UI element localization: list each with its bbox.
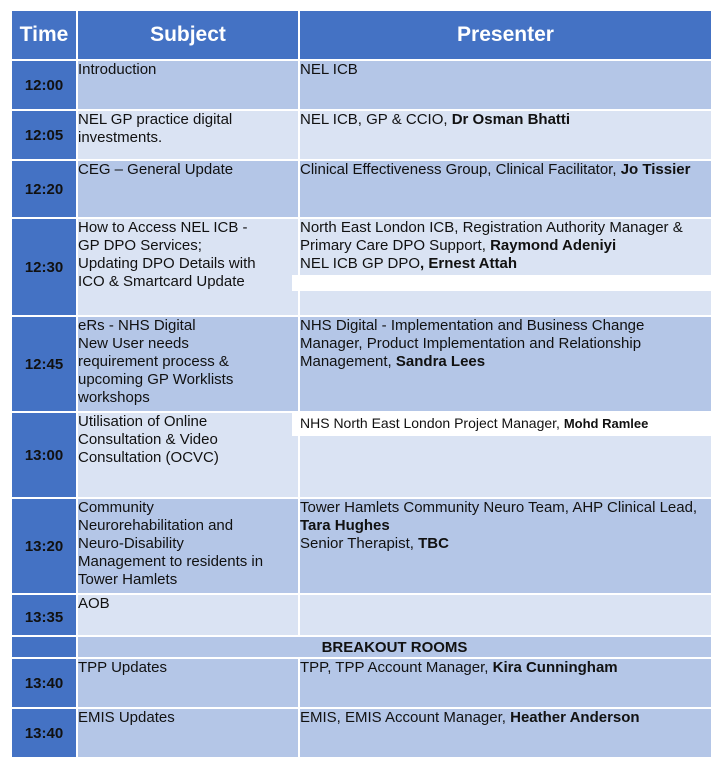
header-presenter: Presenter: [299, 10, 712, 60]
row-presenter: [299, 316, 712, 412]
blank-box: [292, 275, 715, 291]
row-presenter: [299, 60, 712, 110]
presenter-text: Tower Hamlets Community Neuro Team, AHP Clinical Lead,: [300, 499, 698, 516]
agenda-row: [11, 708, 712, 758]
subject-line: Updating DPO Details with: [78, 255, 256, 272]
presenter-text: NEL ICB: [300, 61, 358, 78]
presenter-text: Clinical Effectiveness Group, Clinical Facilitator,: [300, 161, 621, 178]
row-subject: [77, 658, 299, 708]
presenter-name: , Ernest Attah: [420, 255, 518, 272]
breakout-time-cell: [11, 636, 77, 658]
subject-line: upcoming GP Worklists: [78, 371, 234, 388]
row-time: 12:05: [11, 110, 77, 160]
presenter-box: [292, 413, 715, 436]
presenter-text: NEL ICB, GP & CCIO,: [300, 111, 452, 128]
row-time: 12:20: [11, 160, 77, 218]
row-presenter: [299, 218, 712, 316]
presenter-name: TBC: [418, 535, 449, 552]
subject-line: Tower Hamlets: [78, 571, 178, 588]
row-subject: [77, 316, 299, 412]
subject-line: Neuro-Disability: [78, 535, 184, 552]
breakout-row: [11, 636, 712, 658]
row-subject: [77, 498, 299, 594]
subject-line: Management to residents in: [78, 553, 264, 570]
subject-line: ICO & Smartcard Update: [78, 273, 245, 290]
subject-line: Consultation & Video: [78, 431, 218, 448]
subject-line: CEG – General Update: [78, 161, 234, 178]
presenter-text: Senior Therapist,: [300, 535, 419, 552]
presenter-name: Sandra Lees: [395, 353, 486, 370]
subject-line: eRs - NHS Digital: [78, 317, 196, 334]
presenter-name: Mohd Ramlee: [563, 416, 649, 431]
row-time: 12:00: [11, 60, 77, 110]
row-time: 12:30: [11, 218, 77, 316]
row-subject: [77, 110, 299, 160]
agenda-row: [11, 658, 712, 708]
row-presenter: [299, 110, 712, 160]
row-subject: [77, 160, 299, 218]
subject-line: Neurorehabilitation and: [78, 517, 234, 534]
header-time: Time: [11, 10, 77, 60]
agenda-row: [11, 594, 712, 636]
subject-line: AOB: [78, 595, 110, 612]
presenter-text: TPP, TPP Account Manager,: [300, 659, 493, 676]
row-presenter: [299, 160, 712, 218]
row-time: 13:40: [11, 708, 77, 758]
row-time: 13:35: [11, 594, 77, 636]
subject-line: requirement process &: [78, 353, 229, 370]
subject-line: EMIS Updates: [78, 709, 175, 726]
subject-line: Introduction: [78, 61, 157, 78]
agenda-row: [11, 218, 712, 316]
agenda-row: [11, 498, 712, 594]
agenda-row: [11, 160, 712, 218]
presenter-name: Kira Cunningham: [492, 659, 618, 676]
header-row: [11, 10, 712, 60]
agenda-table: [10, 9, 713, 759]
row-time: 13:40: [11, 658, 77, 708]
subject-line: New User needs: [78, 335, 189, 352]
breakout-title: BREAKOUT ROOMS: [77, 636, 712, 658]
subject-line: Utilisation of Online: [78, 413, 208, 430]
row-time: 13:20: [11, 498, 77, 594]
agenda-row: [11, 412, 712, 498]
row-subject: [77, 594, 299, 636]
subject-line: NEL GP practice digital: [78, 111, 233, 128]
subject-line: GP DPO Services;: [78, 237, 202, 254]
agenda-row: [11, 110, 712, 160]
row-subject: [77, 60, 299, 110]
presenter-name: Dr Osman Bhatti: [451, 111, 571, 128]
row-presenter: [299, 498, 712, 594]
presenter-name: Raymond Adeniyi: [490, 237, 617, 254]
presenter-text: EMIS, EMIS Account Manager,: [300, 709, 511, 726]
presenter-name: Tara Hughes: [300, 517, 390, 534]
subject-line: workshops: [78, 389, 150, 406]
row-presenter: [299, 412, 712, 498]
row-subject: [77, 412, 299, 498]
row-subject: [77, 218, 299, 316]
row-presenter: [299, 708, 712, 758]
agenda-row: [11, 316, 712, 412]
presenter-name: Heather Anderson: [510, 709, 640, 726]
row-time: 12:45: [11, 316, 77, 412]
subject-line: investments.: [78, 129, 163, 146]
row-presenter: [299, 658, 712, 708]
agenda-row: [11, 60, 712, 110]
subject-line: How to Access NEL ICB -: [78, 219, 248, 236]
row-time: 13:00: [11, 412, 77, 498]
header-subject: Subject: [77, 10, 299, 60]
subject-line: Community: [78, 499, 154, 516]
subject-line: Consultation (OCVC): [78, 449, 219, 466]
subject-line: TPP Updates: [78, 659, 167, 676]
presenter-text: NEL ICB GP DPO: [300, 255, 421, 272]
presenter-text: NHS Digital - Implementation and Business Change Manager, Product Implementation and Relationship Management,: [300, 317, 645, 370]
presenter-text: NHS North East London Project Manager,: [300, 415, 564, 431]
presenter-text: North East London ICB, Registration Authority Manager & Primary Care DPO Support,: [300, 219, 683, 254]
presenter-name: Jo Tissier: [620, 161, 691, 178]
row-subject: [77, 708, 299, 758]
row-presenter: [299, 594, 712, 636]
